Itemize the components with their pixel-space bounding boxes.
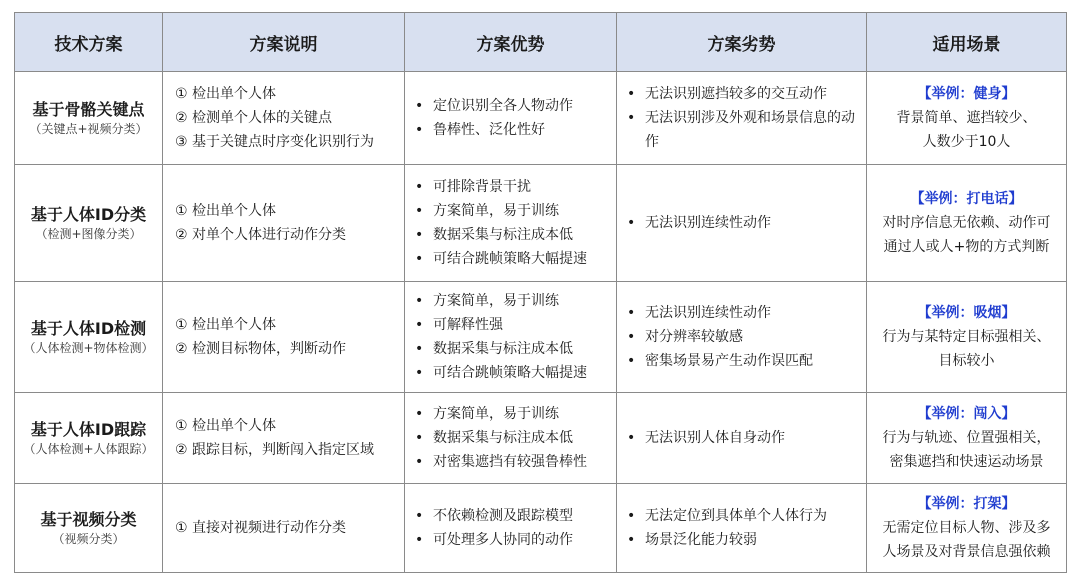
advantage-item: • 方案简单，易于训练 (415, 289, 610, 313)
scenario-cell (867, 282, 1067, 393)
scenario-cell (867, 165, 1067, 282)
advantages-cell (405, 282, 617, 393)
description-step: ① 直接对视频进行动作分类 (175, 520, 347, 536)
solution-subtitle: （检测+图像分类） (35, 227, 142, 241)
advantage-item: • 可解释性强 (415, 313, 610, 337)
advantage-item: • 定位识别全各人物动作 (415, 94, 610, 118)
scenario-text: 目标较小 (938, 353, 995, 369)
scenario-example: 【举例：健身】 (917, 86, 1016, 102)
solution-name: 基于人体ID跟踪 (30, 420, 147, 439)
disadvantage-item: • 密集场景易产生动作误匹配 (627, 349, 860, 373)
description-step: ① 检出单个人体 (175, 418, 277, 434)
disadvantage-item: • 无法识别连续性动作 (627, 301, 860, 325)
advantage-item: • 数据采集与标注成本低 (415, 337, 610, 361)
comparison-table-wrapper (14, 12, 1067, 573)
solution-subtitle: （人体检测+物体检测） (23, 341, 154, 355)
advantage-item: • 方案简单，易于训练 (415, 402, 610, 426)
disadvantages-cell (617, 282, 867, 393)
disadvantages-cell (617, 165, 867, 282)
header-description: 方案说明 (163, 13, 405, 72)
solution-name: 基于人体ID检测 (30, 319, 147, 338)
table-row (15, 282, 1067, 393)
disadvantages-cell (617, 72, 867, 165)
solution-subtitle: （视频分类） (52, 532, 125, 546)
scenario-cell (867, 72, 1067, 165)
advantage-item: • 对密集遮挡有较强鲁棒性 (415, 450, 610, 474)
description-step: ② 检测目标物体，判断动作 (175, 341, 347, 357)
comparison-table (14, 12, 1067, 573)
solution-cell (15, 165, 163, 282)
description-step: ① 检出单个人体 (175, 203, 277, 219)
description-step: ① 检出单个人体 (175, 317, 277, 333)
solution-cell (15, 393, 163, 484)
disadvantage-item: • 无法识别连续性动作 (627, 211, 860, 235)
description-step: ② 跟踪目标，判断闯入指定区域 (175, 442, 375, 458)
scenario-text: 通过人或人+物的方式判断 (883, 239, 1050, 255)
solution-subtitle: （关键点+视频分类） (29, 122, 148, 136)
scenario-cell (867, 393, 1067, 484)
header-solution: 技术方案 (15, 13, 163, 72)
scenario-example: 【举例：打架】 (917, 496, 1016, 512)
description-cell (163, 282, 405, 393)
scenario-text: 人场景及对背景信息强依赖 (882, 544, 1051, 560)
solution-name: 基于人体ID分类 (30, 205, 147, 224)
header-disadvantages: 方案劣势 (617, 13, 867, 72)
description-cell (163, 165, 405, 282)
table-row (15, 393, 1067, 484)
advantage-item: • 可结合跳帧策略大幅提速 (415, 247, 610, 271)
advantages-cell (405, 484, 617, 573)
scenario-example: 【举例：吸烟】 (917, 305, 1016, 321)
advantages-cell (405, 165, 617, 282)
scenario-text: 人数少于10人 (922, 134, 1011, 150)
table-row (15, 165, 1067, 282)
disadvantage-item: • 无法识别遮挡较多的交互动作 (627, 82, 860, 106)
advantages-cell (405, 393, 617, 484)
solution-cell (15, 72, 163, 165)
advantage-item: • 可排除背景干扰 (415, 175, 610, 199)
advantage-item: • 数据采集与标注成本低 (415, 426, 610, 450)
advantage-item: • 不依赖检测及跟踪模型 (415, 504, 610, 528)
scenario-text: 背景简单、遮挡较少、 (896, 110, 1037, 126)
advantage-item: • 可结合跳帧策略大幅提速 (415, 361, 610, 385)
scenario-example: 【举例：闯入】 (917, 406, 1016, 422)
description-step: ② 检测单个人体的关键点 (175, 110, 333, 126)
description-cell (163, 393, 405, 484)
advantage-item: • 可处理多人协同的动作 (415, 528, 610, 552)
description-cell (163, 72, 405, 165)
disadvantage-item: • 无法识别人体自身动作 (627, 426, 860, 450)
disadvantage-item: • 无法识别涉及外观和场景信息的动作 (627, 106, 860, 154)
scenario-cell (867, 484, 1067, 573)
advantage-item: • 鲁棒性、泛化性好 (415, 118, 610, 142)
table-row (15, 72, 1067, 165)
advantage-item: • 数据采集与标注成本低 (415, 223, 610, 247)
header-advantages: 方案优势 (405, 13, 617, 72)
table-row (15, 484, 1067, 573)
description-step: ① 检出单个人体 (175, 86, 277, 102)
scenario-example: 【举例：打电话】 (910, 191, 1023, 207)
disadvantage-item: • 对分辨率较敏感 (627, 325, 860, 349)
solution-name: 基于骨骼关键点 (32, 100, 145, 119)
disadvantage-item: • 场景泛化能力较弱 (627, 528, 860, 552)
scenario-text: 对时序信息无依赖、动作可 (882, 215, 1051, 231)
solution-cell (15, 282, 163, 393)
header-row (15, 13, 1067, 72)
scenario-text: 无需定位目标人物、涉及多 (882, 520, 1051, 536)
advantages-cell (405, 72, 617, 165)
advantage-item: • 方案简单，易于训练 (415, 199, 610, 223)
scenario-text: 行为与某特定目标强相关、 (882, 329, 1051, 345)
description-step: ③ 基于关键点时序变化识别行为 (175, 134, 375, 150)
disadvantages-cell (617, 393, 867, 484)
disadvantage-item: • 无法定位到具体单个人体行为 (627, 504, 860, 528)
solution-cell (15, 484, 163, 573)
scenario-text: 密集遮挡和快速运动场景 (889, 454, 1044, 470)
header-scenarios: 适用场景 (867, 13, 1067, 72)
solution-subtitle: （人体检测+人体跟踪） (23, 442, 154, 456)
solution-name: 基于视频分类 (40, 510, 137, 529)
disadvantages-cell (617, 484, 867, 573)
description-cell (163, 484, 405, 573)
scenario-text: 行为与轨迹、位置强相关， (882, 430, 1051, 446)
description-step: ② 对单个人体进行动作分类 (175, 227, 347, 243)
